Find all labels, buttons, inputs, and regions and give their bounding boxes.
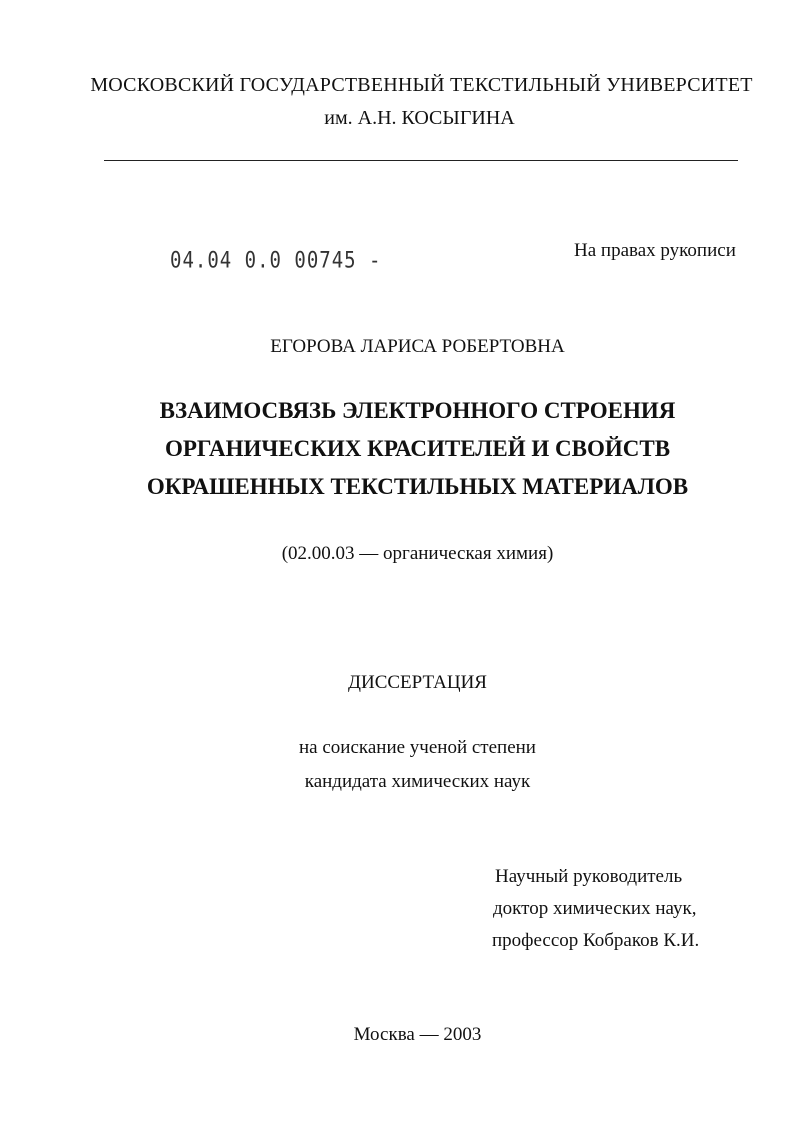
title-line-1: ВЗАИМОСВЯЗЬ ЭЛЕКТРОННОГО СТРОЕНИЯ [159, 398, 676, 423]
rights-notice: На правах рукописи [574, 240, 736, 261]
document-type: ДИССЕРТАЦИЯ [348, 672, 487, 693]
supervisor-name: профессор Кобраков К.И. [492, 930, 700, 951]
header-divider [104, 160, 738, 161]
library-stamp-number: 04.04 0.0 00745 - [170, 248, 382, 274]
specialty-code: (02.00.03 — органическая химия) [281, 543, 554, 564]
degree-line-2: кандидата химических наук [304, 771, 531, 792]
author-name: ЕГОРОВА ЛАРИСА РОБЕРТОВНА [270, 336, 565, 357]
title-line-2: ОРГАНИЧЕСКИХ КРАСИТЕЛЕЙ И СВОЙСТВ [164, 436, 671, 461]
university-name: МОСКОВСКИЙ ГОСУДАРСТВЕННЫЙ ТЕКСТИЛЬНЫЙ УНИВЕРСИТЕТ [90, 74, 753, 96]
university-honorific: им. А.Н. КОСЫГИНА [324, 107, 515, 129]
place-and-year: Москва — 2003 [353, 1024, 482, 1045]
degree-line-1: на соискание ученой степени [299, 737, 536, 758]
title-line-3: ОКРАШЕННЫХ ТЕКСТИЛЬНЫХ МАТЕРИАЛОВ [146, 474, 689, 499]
supervisor-role: Научный руководитель [495, 866, 683, 887]
supervisor-degree: доктор химических наук, [493, 898, 697, 919]
